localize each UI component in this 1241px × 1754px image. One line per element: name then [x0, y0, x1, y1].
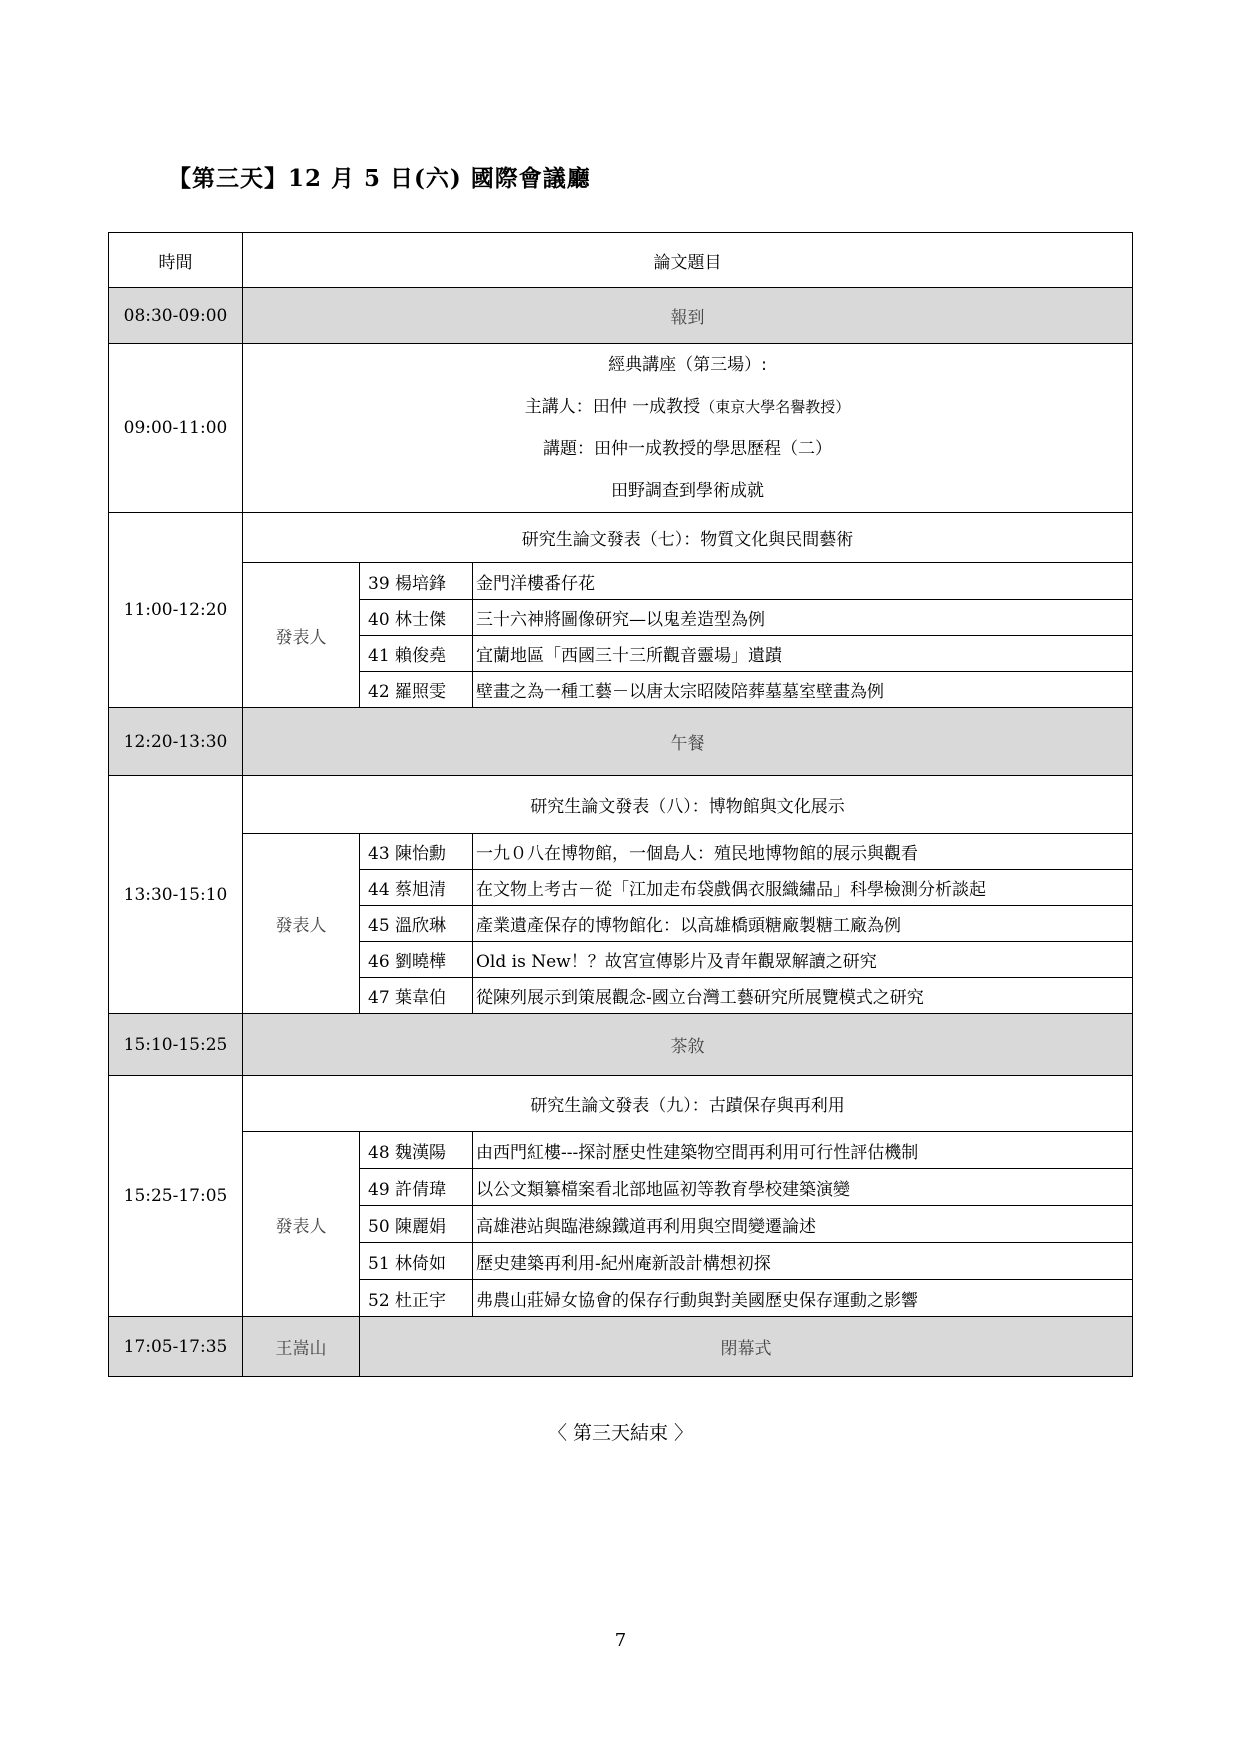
- table-row: [109, 834, 1133, 870]
- registration-label: 報到: [243, 288, 1133, 344]
- lecture-details: [243, 344, 1133, 513]
- session9-title: 研究生論文發表（九）：古蹟保存與再利用: [243, 1076, 1133, 1132]
- session8-title: 研究生論文發表（八）：博物館與文化展示: [243, 776, 1133, 834]
- presenter: 44 蔡旭清: [360, 870, 473, 906]
- paper-title: 宜蘭地區「西國三十三所觀音靈場」遺蹟: [473, 636, 1133, 672]
- presenter: 48 魏漢陽: [360, 1132, 473, 1169]
- registration-time: 08:30-09:00: [109, 288, 243, 344]
- paper-title: 弗農山莊婦女協會的保存行動與對美國歷史保存運動之影響: [473, 1280, 1133, 1317]
- lunch-row: [109, 708, 1133, 776]
- presenter: 52 杜正宇: [360, 1280, 473, 1317]
- tea-label: 茶敘: [243, 1014, 1133, 1076]
- lecture-subtopic: 田野調查到學術成就: [611, 481, 764, 501]
- paper-title: 一九０八在博物館，一個島人：殖民地博物館的展示與觀看: [473, 834, 1133, 870]
- presenter: 42 羅照雯: [360, 672, 473, 708]
- presenter: 39 楊培鋒: [360, 563, 473, 600]
- paper-title: 壁畫之為一種工藝－以唐太宗昭陵陪葬墓墓室壁畫為例: [473, 672, 1133, 708]
- presenter: 46 劉曉樺: [360, 942, 473, 978]
- page-heading: 【第三天】12 月 5 日(六) 國際會議廳: [168, 165, 591, 192]
- tea-row: [109, 1014, 1133, 1076]
- lecture-speaker: [243, 386, 1132, 428]
- closing-row: [109, 1317, 1133, 1377]
- session9-role: 發表人: [243, 1132, 360, 1317]
- tea-time: 15:10-15:25: [109, 1014, 243, 1076]
- session8-time: 13:30-15:10: [109, 776, 243, 1014]
- session7-title: 研究生論文發表（七）：物質文化與民間藝術: [243, 513, 1133, 563]
- presenter: 49 許倩瑋: [360, 1169, 473, 1206]
- paper-title: 歷史建築再利用-紀州庵新設計構想初探: [473, 1243, 1133, 1280]
- lunch-label: 午餐: [243, 708, 1133, 776]
- header-row: [109, 233, 1133, 288]
- lecture-time: 09:00-11:00: [109, 344, 243, 513]
- presenter: 51 林倚如: [360, 1243, 473, 1280]
- session9-title-row: [109, 1076, 1133, 1132]
- lecture-series: 經典講座（第三場）:: [608, 355, 767, 375]
- session8-title-row: [109, 776, 1133, 834]
- paper-title: 產業遺產保存的博物館化：以高雄橋頭糖廠製糖工廠為例: [473, 906, 1133, 942]
- session9-time: 15:25-17:05: [109, 1076, 243, 1317]
- lecture-speaker-note: （東京大學名譽教授）: [700, 398, 851, 416]
- session7-title-row: [109, 513, 1133, 563]
- presenter: 45 溫欣琳: [360, 906, 473, 942]
- paper-title: 由西門紅樓---探討歷史性建築物空間再利用可行性評估機制: [473, 1132, 1133, 1169]
- schedule-table: [108, 232, 1133, 1377]
- presenter: 40 林士傑: [360, 600, 473, 636]
- paper-title: 以公文類纂檔案看北部地區初等教育學校建築演變: [473, 1169, 1133, 1206]
- time-column-header: 時間: [109, 233, 243, 288]
- paper-title: 三十六神將圖像研究—以鬼差造型為例: [473, 600, 1133, 636]
- paper-title: 高雄港站與臨港線鐵道再利用與空間變遷論述: [473, 1206, 1133, 1243]
- session7-time: 11:00-12:20: [109, 513, 243, 708]
- session7-role: 發表人: [243, 563, 360, 708]
- lecture-topic: 講題：田仲一成教授的學思歷程（二）: [543, 439, 832, 459]
- lunch-time: 12:20-13:30: [109, 708, 243, 776]
- paper-title: Old is New！？故宮宣傳影片及青年觀眾解讀之研究: [473, 942, 1133, 978]
- presenter: 43 陳怡勳: [360, 834, 473, 870]
- page-number: 7: [614, 1630, 627, 1651]
- presenter: 50 陳麗娟: [360, 1206, 473, 1243]
- session8-role: 發表人: [243, 834, 360, 1014]
- paper-title: 在文物上考古－從「江加走布袋戲偶衣服織繡品」科學檢測分析談起: [473, 870, 1133, 906]
- closing-host: 王嵩山: [243, 1317, 360, 1377]
- paper-title: 金門洋樓番仔花: [473, 563, 1133, 600]
- lecture-row: [109, 344, 1133, 513]
- title-column-header: 論文題目: [243, 233, 1133, 288]
- day-end-note: 〈 第三天結束 〉: [547, 1422, 694, 1444]
- presenter: 41 賴俊堯: [360, 636, 473, 672]
- presenter: 47 葉韋伯: [360, 978, 473, 1014]
- paper-title: 從陳列展示到策展觀念-國立台灣工藝研究所展覽模式之研究: [473, 978, 1133, 1014]
- closing-time: 17:05-17:35: [109, 1317, 243, 1377]
- registration-row: [109, 288, 1133, 344]
- table-row: [109, 1132, 1133, 1169]
- closing-label: 閉幕式: [360, 1317, 1133, 1377]
- table-row: [109, 563, 1133, 600]
- lecture-speaker-name: 主講人：田仲 一成教授: [524, 397, 701, 417]
